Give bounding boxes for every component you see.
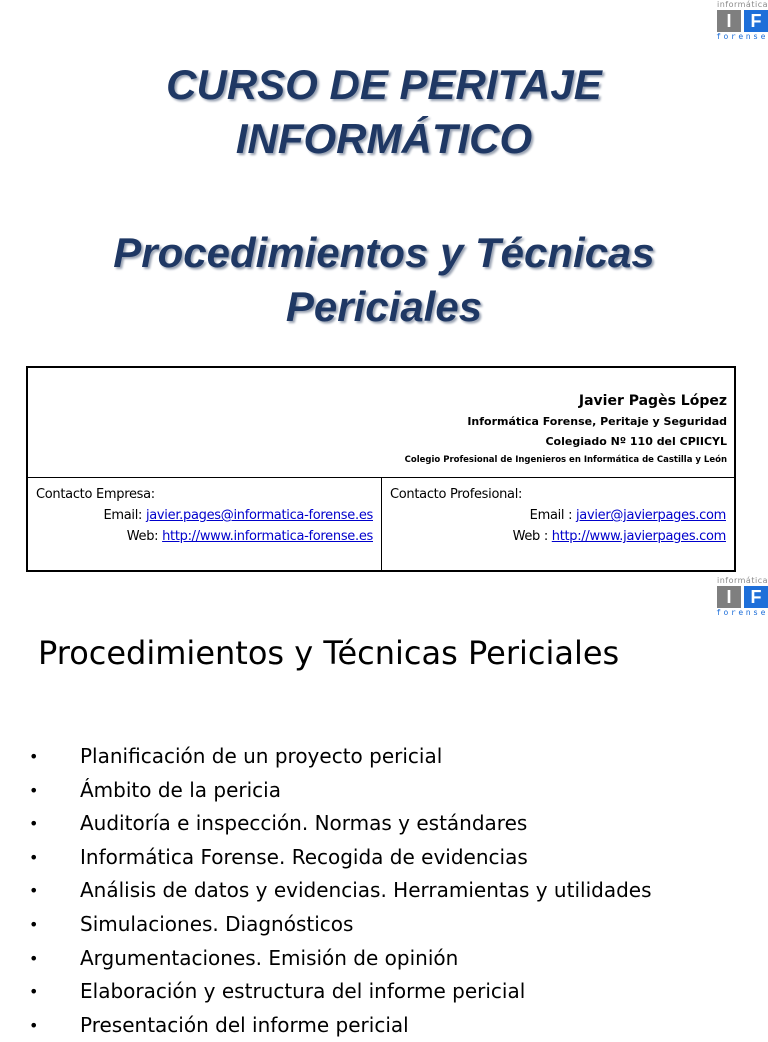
course-title-line-1: CURSO DE PERITAJE [166,61,602,108]
list-item [0,807,768,841]
list-item-text: Auditoría e inspección. Normas y estándares [80,811,528,836]
list-item [0,841,768,875]
section-title: Procedimientos y Técnicas Periciales [38,634,620,672]
list-item [0,975,768,1009]
author-colegiado: Colegiado Nº 110 del CPIICYL [545,435,727,448]
list-item-text: Planificación de un proyecto pericial [80,744,443,768]
if-logo [712,576,768,622]
author-name: Javier Pagès López [578,393,727,409]
profesional-email-link[interactable]: javier@javierpages.com [576,508,726,523]
course-subtitle-line-2: Periciales [285,283,483,330]
logo-bottom-text: forense [716,32,768,41]
course-title [0,58,768,166]
list-item-text: Presentación del informe pericial [80,1012,409,1037]
author-block [28,368,734,478]
course-title-line-2: INFORMÁTICO [235,115,533,162]
bullet-icon: • [29,847,39,867]
logo-top-text: informática [716,0,768,9]
bullet-icon: • [29,881,39,901]
empresa-web-link[interactable]: http://www.informatica-forense.es [162,529,373,544]
web-label: Web : [512,529,548,544]
bullet-icon: • [29,914,39,934]
list-item-text: Argumentaciones. Emisión de opinión [80,945,459,970]
bullet-icon: • [29,747,39,766]
profesional-web-link[interactable]: http://www.javierpages.com [551,529,726,544]
logo-blocks [712,10,768,32]
logo-letter-i: I [717,10,741,32]
list-item [0,874,768,908]
list-item-text: Ámbito de la pericia [80,777,281,802]
logo-letter-f: F [744,10,768,32]
list-item-text: Elaboración y estructura del informe pericial [80,979,526,1004]
bullet-icon: • [29,780,39,800]
contact-profesional-heading: Contacto Profesional: [390,487,523,502]
logo-letter-i: I [717,586,741,608]
author-institution: Colegio Profesional de Ingenieros en Informática de Castilla y León [404,455,727,465]
contact-profesional [382,478,734,570]
list-item [0,774,768,808]
logo-letter-f: F [744,586,768,608]
contact-empresa [28,478,382,570]
email-label: Email: [103,508,143,523]
logo-bottom-text: forense [716,608,768,617]
list-item [0,1009,768,1042]
email-label: Email : [529,508,573,523]
course-subtitle [0,226,768,334]
list-item-text: Análisis de datos y evidencias. Herramientas y utilidades [80,878,652,903]
empresa-email-link[interactable]: javier.pages@informatica-forense.es [145,508,373,523]
logo-top-text: informática [716,576,768,585]
list-item [0,740,768,774]
bullet-icon: • [29,982,39,1002]
list-item [0,908,768,942]
if-logo [712,0,768,46]
logo-blocks [712,586,768,608]
web-label: Web: [126,529,159,544]
contact-profesional-web-row [390,526,726,547]
author-role: Informática Forense, Peritaje y Seguridad [467,415,727,428]
bullet-icon: • [29,948,39,968]
list-item-text: Informática Forense. Recogida de evidencias [80,844,528,869]
course-subtitle-line-1: Procedimientos y Técnicas [113,229,655,276]
contact-card [26,366,736,572]
contact-empresa-web-row [36,526,373,547]
contact-empresa-heading: Contacto Empresa: [36,487,155,502]
contact-profesional-email-row [390,505,726,526]
bullet-icon: • [29,1015,39,1035]
topic-list [0,740,768,1042]
list-item [0,942,768,976]
contact-empresa-email-row [36,505,373,526]
list-item-text: Simulaciones. Diagnósticos [80,911,354,936]
bullet-icon: • [29,814,39,834]
